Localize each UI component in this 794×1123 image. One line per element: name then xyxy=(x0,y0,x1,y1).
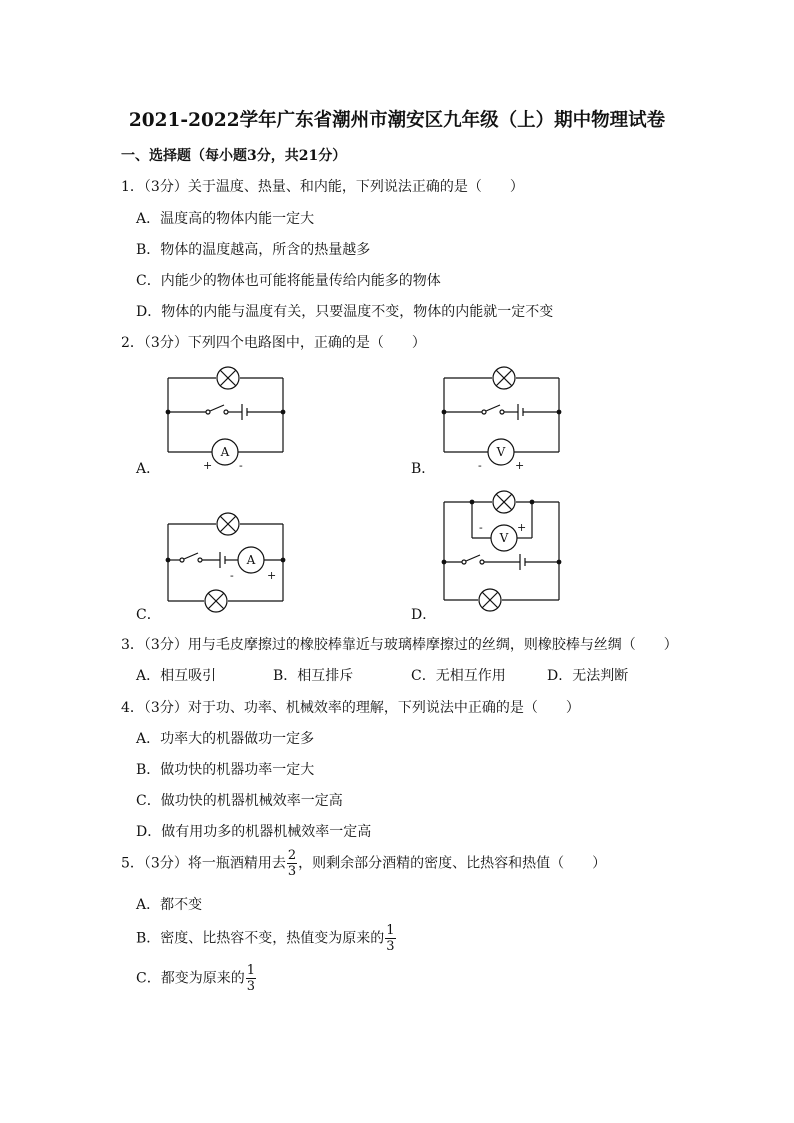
minus-terminal-label: - xyxy=(478,459,482,472)
q1-option-d[interactable]: D．物体的内能与温度有关，只要温度不变，物体的内能就一定不变 xyxy=(136,304,554,320)
voltmeter-label: V xyxy=(496,445,506,459)
fraction: $\frac{1}{3}$ xyxy=(246,963,255,994)
q5-stem-text-end: ，则剩余部分酒精的密度、比热容和热值（ ） xyxy=(298,855,607,872)
q3-option-d[interactable]: D．无法判断 xyxy=(547,668,629,684)
q3-stem: 3．（3分）用与毛皮摩擦过的橡胶棒靠近与玻璃棒摩擦过的丝绸，则橡胶棒与丝绸（ ） xyxy=(121,637,678,653)
q5-option-c-text: C．都变为原来的 xyxy=(136,970,245,987)
q2-option-b[interactable]: B． xyxy=(411,461,436,477)
minus-terminal-label: - xyxy=(479,521,483,534)
circuit-diagram-d xyxy=(436,489,571,614)
q2-option-c[interactable]: C． xyxy=(136,607,161,623)
q5-option-c[interactable] xyxy=(136,964,257,993)
page-title: 2021-2022学年广东省潮州市潮安区九年级（上）期中物理试卷 xyxy=(128,110,666,131)
q2-option-a[interactable]: A． xyxy=(136,461,161,477)
q2-stem: 2．（3分）下列四个电路图中，正确的是（ ） xyxy=(121,335,426,351)
q4-option-a[interactable]: A．功率大的机器做功一定多 xyxy=(136,731,315,747)
plus-terminal-label: + xyxy=(267,569,277,582)
q1-option-a[interactable]: A．温度高的物体内能一定大 xyxy=(136,211,315,227)
minus-terminal-label: - xyxy=(239,459,243,472)
circuit-diagram-c xyxy=(160,512,295,612)
q5-option-a[interactable]: A．都不变 xyxy=(136,897,203,913)
q5-option-b-text: B．密度、比热容不变，热值变为原来的 xyxy=(136,930,385,947)
plus-terminal-label: + xyxy=(515,459,525,472)
voltmeter-label: V xyxy=(499,531,509,545)
fraction: $\frac{2}{3}$ xyxy=(287,848,297,879)
q3-option-a[interactable]: A．相互吸引 xyxy=(136,668,217,684)
circuit-diagram-b xyxy=(436,366,571,476)
q5-stem-text: 5．（3分）将一瓶酒精用去 xyxy=(121,855,286,872)
q1-stem: 1．（3分）关于温度、热量、和内能，下列说法正确的是（ ） xyxy=(121,179,524,195)
q3-option-b[interactable]: B．相互排斥 xyxy=(273,668,354,684)
q4-option-c[interactable]: C．做功快的机器机械效率一定高 xyxy=(136,793,343,809)
circuit-diagram-a xyxy=(160,366,295,476)
minus-terminal-label: - xyxy=(230,569,234,582)
section-heading: 一、选择题（每小题3分，共21分） xyxy=(121,148,347,164)
fraction: $\frac{1}{3}$ xyxy=(386,923,395,954)
ammeter-label: A xyxy=(220,445,230,459)
plus-terminal-label: + xyxy=(517,521,527,534)
q3-option-c[interactable]: C．无相互作用 xyxy=(411,668,506,684)
q4-option-b[interactable]: B．做功快的机器功率一定大 xyxy=(136,762,315,778)
q1-option-c[interactable]: C．内能少的物体也可能将能量传给内能多的物体 xyxy=(136,273,441,289)
q1-option-b[interactable]: B．物体的温度越高，所含的热量越多 xyxy=(136,242,371,258)
q5-stem xyxy=(121,849,606,878)
ammeter-label: A xyxy=(246,553,256,567)
plus-terminal-label: + xyxy=(203,459,213,472)
q5-option-b[interactable] xyxy=(136,924,397,953)
q4-option-d[interactable]: D．做有用功多的机器机械效率一定高 xyxy=(136,824,372,840)
q2-option-d[interactable]: D． xyxy=(411,607,437,623)
q4-stem: 4．（3分）对于功、功率、机械效率的理解，下列说法中正确的是（ ） xyxy=(121,700,580,716)
